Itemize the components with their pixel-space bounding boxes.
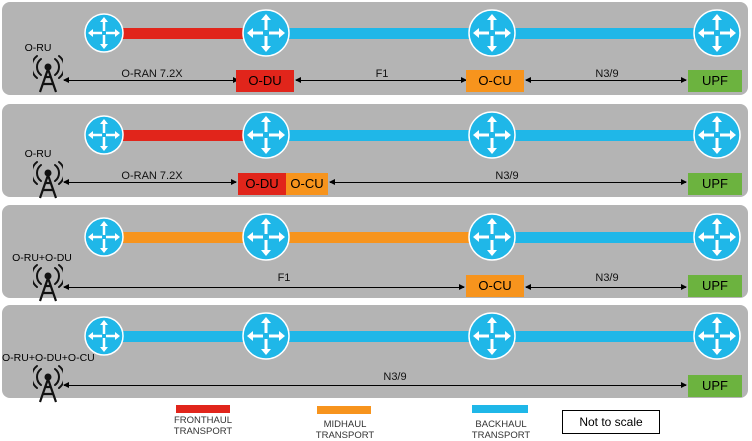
fronthaul-legend-label: FRONTHAUL TRANSPORT [173, 415, 233, 437]
n3-9-label: N3/9 [495, 170, 519, 182]
fronthaul-link [102, 130, 252, 141]
n3-9-arrow [526, 80, 686, 81]
backhaul-link [492, 232, 717, 243]
router-icon [242, 312, 290, 360]
upf-box: UPF [688, 275, 742, 297]
f1-arrow [296, 80, 466, 81]
backhaul-legend-label: BACKHAUL TRANSPORT [471, 419, 531, 441]
ocu-box: O-CU [466, 70, 524, 92]
antenna-icon [33, 364, 63, 404]
fronthaul-legend-swatch [176, 405, 230, 413]
router-icon [84, 13, 124, 53]
backhaul-legend-swatch [472, 405, 528, 413]
ocu-box: O-CU [286, 173, 328, 195]
odu-box: O-DU [236, 70, 294, 92]
router-icon [693, 312, 741, 360]
ru-label: O-RU [24, 148, 52, 160]
n3-9-label: N3/9 [595, 272, 619, 284]
n3-9-arrow [526, 287, 686, 288]
fronthaul-link [102, 28, 252, 39]
oran-72x-label: O-RAN 7.2X [121, 170, 183, 182]
router-icon [84, 217, 124, 257]
oran-72x-arrow [64, 182, 236, 183]
router-icon [84, 316, 124, 356]
n3-9-label: N3/9 [383, 371, 407, 383]
backhaul-link [102, 331, 717, 342]
router-icon [242, 213, 290, 261]
router-icon [693, 9, 741, 57]
antenna-icon [33, 54, 63, 94]
antenna-icon [33, 160, 63, 200]
router-icon [693, 111, 741, 159]
midhaul-legend-swatch [317, 406, 371, 414]
ru-label: O-RU+O-DU+O-CU [2, 352, 95, 364]
router-icon [84, 115, 124, 155]
router-icon [242, 111, 290, 159]
upf-box: UPF [688, 375, 742, 397]
antenna-icon [33, 263, 63, 303]
n3-9-arrow [330, 182, 686, 183]
panel-3 [2, 205, 748, 298]
f1-label: F1 [375, 68, 389, 80]
oran-72x-arrow [64, 80, 238, 81]
ru-label: O-RU+O-DU [12, 252, 72, 264]
midhaul-legend-label: MIDHAUL TRANSPORT [315, 419, 375, 441]
n3-9-arrow [64, 385, 686, 386]
upf-box: UPF [688, 70, 742, 92]
router-icon [693, 213, 741, 261]
odu-box: O-DU [238, 173, 286, 195]
router-icon [468, 213, 516, 261]
router-icon [468, 9, 516, 57]
not-to-scale-note: Not to scale [562, 410, 660, 434]
panel-2 [2, 104, 748, 197]
f1-arrow [64, 287, 464, 288]
router-icon [468, 111, 516, 159]
ocu-box: O-CU [466, 275, 524, 297]
router-icon [242, 9, 290, 57]
router-icon [468, 312, 516, 360]
n3-9-label: N3/9 [595, 68, 619, 80]
midhaul-link [102, 232, 482, 243]
upf-box: UPF [688, 173, 742, 195]
oran-72x-label: O-RAN 7.2X [121, 68, 183, 80]
f1-label: F1 [277, 272, 291, 284]
panel-4 [2, 305, 748, 398]
ru-label: O-RU [24, 42, 52, 54]
panel-1 [2, 2, 748, 95]
